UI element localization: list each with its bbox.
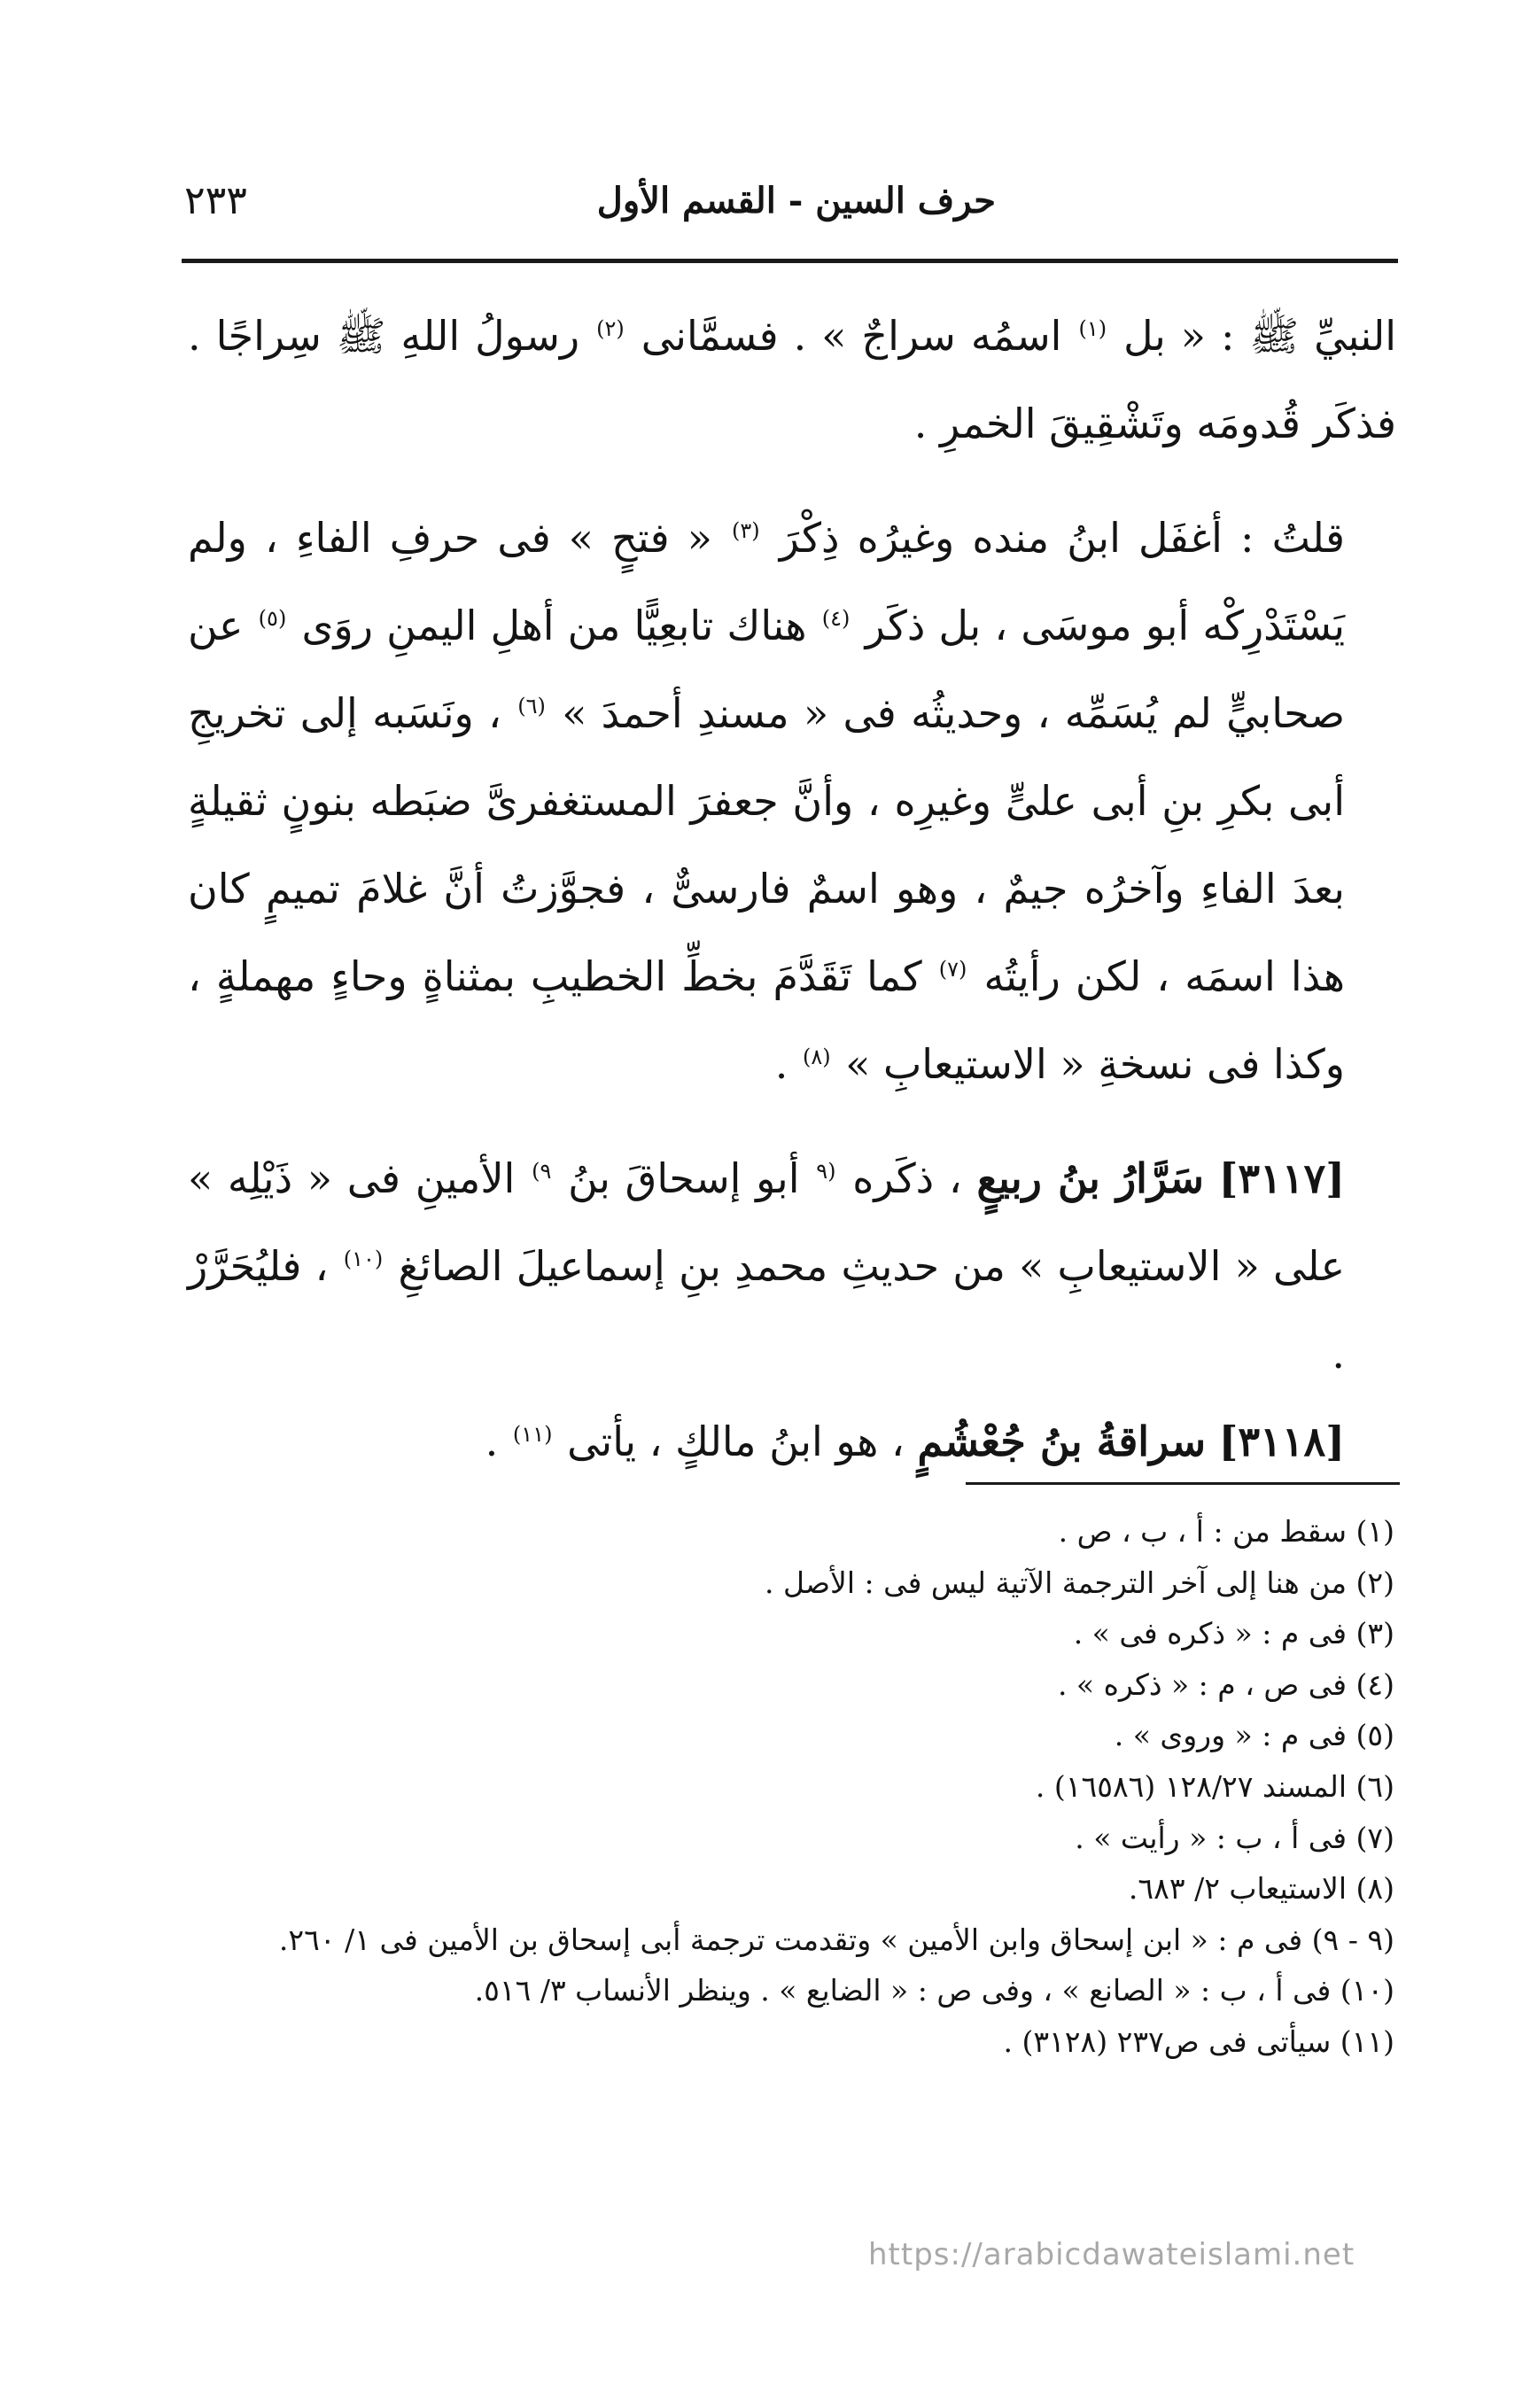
entry-name: سَرَّارُ بنُ ربيعٍ [976,1154,1204,1202]
text-run: ، هو ابنُ مالكٍ ، يأتى [567,1418,905,1465]
entry-3117 [188,1135,1396,1398]
footnote-ref[interactable]: (٣) [732,517,760,543]
footnote-ref[interactable]: (٦) [517,693,546,719]
footnote-ref[interactable]: (٤) [821,605,851,631]
footnote: (٧) فى أ ، ب : « رأيت » . [1075,1820,1394,1855]
footnote: (٣) فى م : « ذكره فى » . [1073,1616,1394,1651]
main-text [188,292,1396,1486]
entry-3118 [188,1398,1396,1486]
footnote-ref[interactable]: (١١) [512,1421,553,1447]
text-run: رسولُ اللهِ ﷺ سِراجًا . فذكَر قُدومَه وتَشْقِيقَ الخمرِ . [188,312,1396,447]
footnote: (٢) من هنا إلى آخر الترجمة الآتية ليس فى : الأصل . [765,1565,1394,1600]
header-rule [182,259,1398,263]
footnote-ref[interactable]: (٩ [816,1158,836,1184]
footnote-ref[interactable]: (٨) [802,1044,831,1069]
text-run: ، فليُحَرَّرْ . [188,1242,1345,1378]
page-number: ٢٣٣ [184,178,247,223]
entry-number: [٣١١٨] [1218,1418,1345,1465]
text-run: ، ذكَره [852,1154,962,1202]
footnote-ref[interactable]: (٥) [258,605,287,631]
text-run: عن صحابيٍّ لم يُسَمِّه ، وحديثُه فى « مسندِ أحمدَ » [188,602,1346,737]
footnote: (٨) الاستيعاب ٢/ ٦٨٣. [1128,1871,1394,1907]
text-run: قلتُ : أغفَل ابنُ منده وغيرُه ذِكْرَ [779,514,1346,562]
footnote-separator [966,1482,1400,1485]
paragraph-1 [188,292,1396,468]
text-run: اسمُه سراجٌ » . فسمَّانى [641,312,1062,360]
page-header [184,173,1394,235]
text-run: النبيِّ ﷺ : « بل [1123,312,1396,360]
footnote-ref[interactable]: (٢) [596,315,625,341]
text-run: أبو إسحاقَ بنُ [568,1154,800,1202]
footnote-ref[interactable]: ٩) [532,1158,552,1184]
footnote-ref[interactable]: (١٠) [343,1246,384,1271]
running-title: حرف السين - القسم الأول [596,180,996,221]
footnote-ref[interactable]: (١) [1078,315,1107,341]
text-run: . [774,1040,788,1088]
text-run: الأمينِ فى « ذَيْلِه » على « الاستيعابِ » من حديثِ محمدِ بنِ إسماعيلَ الصائغِ [188,1154,1346,1290]
footnote: (٩ - ٩) فى م : « ابن إسحاق وابن الأمين » وتقدمت ترجمة أبى إسحاق بن الأمين فى ١/ ٢٦٠. [278,1922,1394,1957]
text-run: . [485,1418,499,1465]
footnote: (٤) فى ص ، م : « ذكره » . [1057,1666,1394,1702]
text-run: « فتحٍ » فى حرفِ الفاءِ ، ولم يَسْتَدْرِكْه أبو موسَى ، بل ذكَر [188,514,1346,649]
paragraph-2 [188,494,1396,1108]
footnote: (٥) فى م : « وروى » . [1114,1718,1394,1753]
entry-number: [٣١١٧] [1218,1154,1345,1202]
footnote: (٦) المسند ١٢٨/٢٧ (١٦٥٨٦) . [1035,1768,1394,1804]
text-run: كما تَقَدَّمَ بخطِّ الخطيبِ بمثناةٍ وحاءٍ مهملةٍ ، وكذا فى نسخةِ « الاستيعابِ » [188,952,1345,1088]
footnote: (١١) سيأتى فى ص٢٣٧ (٣١٢٨) . [1003,2023,1394,2059]
text-run: ، ونَسَبه إلى تخريجِ أبى بكرِ بنِ أبى علىٍّ وغيرِه ، وأنَّ جعفرَ المستغفرىَّ ضبَطه بنونٍ ثقيلةٍ بعدَ الفاءِ وآخرُه جيمٌ ، وهو اسمٌ فارسىٌّ ، فجوَّزتُ أنَّ غلامَ تميمٍ كان هذا اسمَه ، لكن رأيتُه [188,689,1345,1000]
text-run: هناك تابعِيًّا من أهلِ اليمنِ روَى [301,602,807,649]
footnote: (١) سقط من : أ ، ب ، ص . [1058,1514,1394,1549]
entry-name: سراقةُ بنُ جُعْشُمٍ [917,1418,1207,1465]
footnote: (١٠) فى أ ، ب : « الصانع » ، وفى ص : « الضايع » . وينظر الأنساب ٣/ ٥١٦. [474,1973,1394,2008]
footnotes [177,1506,1394,2068]
watermark-url: https://arabicdawateislami.net [868,2237,1355,2272]
footnote-ref[interactable]: (٧) [938,956,967,982]
